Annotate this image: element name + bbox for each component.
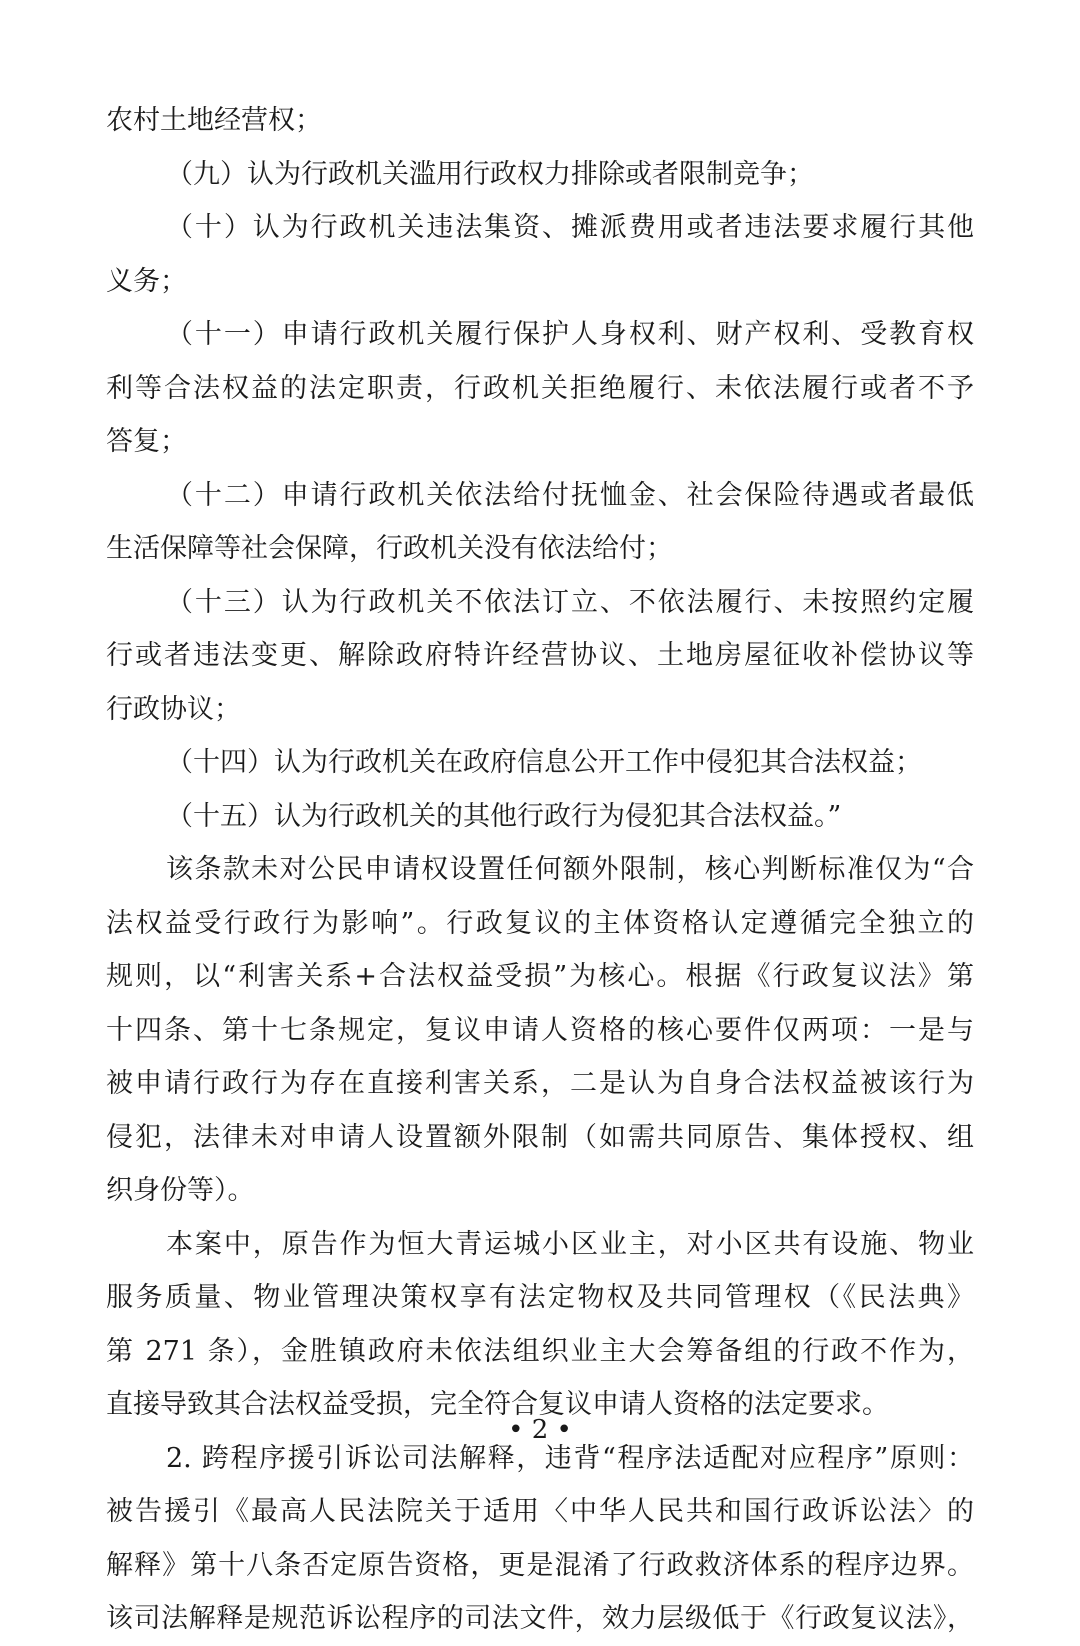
text-line: （十五）认为行政机关的其他行政行为侵犯其合法权益。”: [166, 800, 842, 832]
text-line: 2. 跨程序援引诉讼司法解释，违背“程序法适配对应程序”原则：: [166, 1442, 974, 1474]
text-line: 义务；: [106, 265, 187, 297]
text-line: 十四条、第十七条规定，复议申请人资格的核心要件仅两项：一是与: [106, 1014, 974, 1046]
text-line: 该条款未对公民申请权设置任何额外限制，核心判断标准仅为“合: [166, 854, 974, 885]
page-number: • 2 •: [508, 1415, 572, 1445]
text-line: 织身份等）。: [106, 1175, 255, 1206]
text-line: 本案中，原告作为恒大青运城小区业主，对小区共有设施、物业: [166, 1228, 974, 1260]
text-line: 法权益受行政行为影响”。行政复议的主体资格认定遵循完全独立的: [106, 907, 974, 939]
text-line: 解释》第十八条否定原告资格，更是混淆了行政救济体系的程序边界。: [106, 1549, 974, 1581]
text-line: 直接导致其合法权益受损，完全符合复议申请人资格的法定要求。: [106, 1389, 889, 1420]
text-line: （十二）申请行政机关依法给付抚恤金、社会保险待遇或者最低: [166, 479, 974, 511]
text-line: 第 271 条），金胜镇政府未依法组织业主大会筹备组的行政不作为，: [106, 1335, 974, 1367]
text-line: （十三）认为行政机关不依法订立、不依法履行、未按照约定履: [166, 586, 974, 618]
text-line: （十四）认为行政机关在政府信息公开工作中侵犯其合法权益；: [166, 747, 922, 778]
text-line: （十一）申请行政机关履行保护人身权利、财产权利、受教育权: [166, 319, 974, 350]
text-line: 该司法解释是规范诉讼程序的司法文件，效力层级低于《行政复议法》，: [106, 1603, 974, 1634]
text-line: 规则，以“利害关系+合法权益受损”为核心。根据《行政复议法》第: [106, 961, 974, 992]
text-line: （九）认为行政机关滥用行政权力排除或者限制竞争；: [166, 158, 814, 190]
text-line: 生活保障等社会保障，行政机关没有依法给付；: [106, 533, 673, 564]
text-line: 行或者违法变更、解除政府特许经营协议、土地房屋征收补偿协议等: [106, 640, 974, 671]
text-line: 被告援引《最高人民法院关于适用〈中华人民共和国行政诉讼法〉的: [106, 1496, 974, 1527]
text-line: （十）认为行政机关违法集资、摊派费用或者违法要求履行其他: [166, 212, 974, 243]
text-line: 利等合法权益的法定职责，行政机关拒绝履行、未依法履行或者不予: [106, 372, 974, 404]
text-line: 侵犯，法律未对申请人设置额外限制（如需共同原告、集体授权、组: [106, 1121, 974, 1153]
text-line: 被申请行政行为存在直接利害关系，二是认为自身合法权益被该行为: [106, 1068, 974, 1099]
text-line: 服务质量、物业管理决策权享有法定物权及共同管理权（《民法典》: [106, 1282, 974, 1313]
text-line: 行政协议；: [106, 693, 241, 725]
text-line: 农村土地经营权；: [106, 105, 322, 136]
text-line: 答复；: [106, 426, 187, 457]
